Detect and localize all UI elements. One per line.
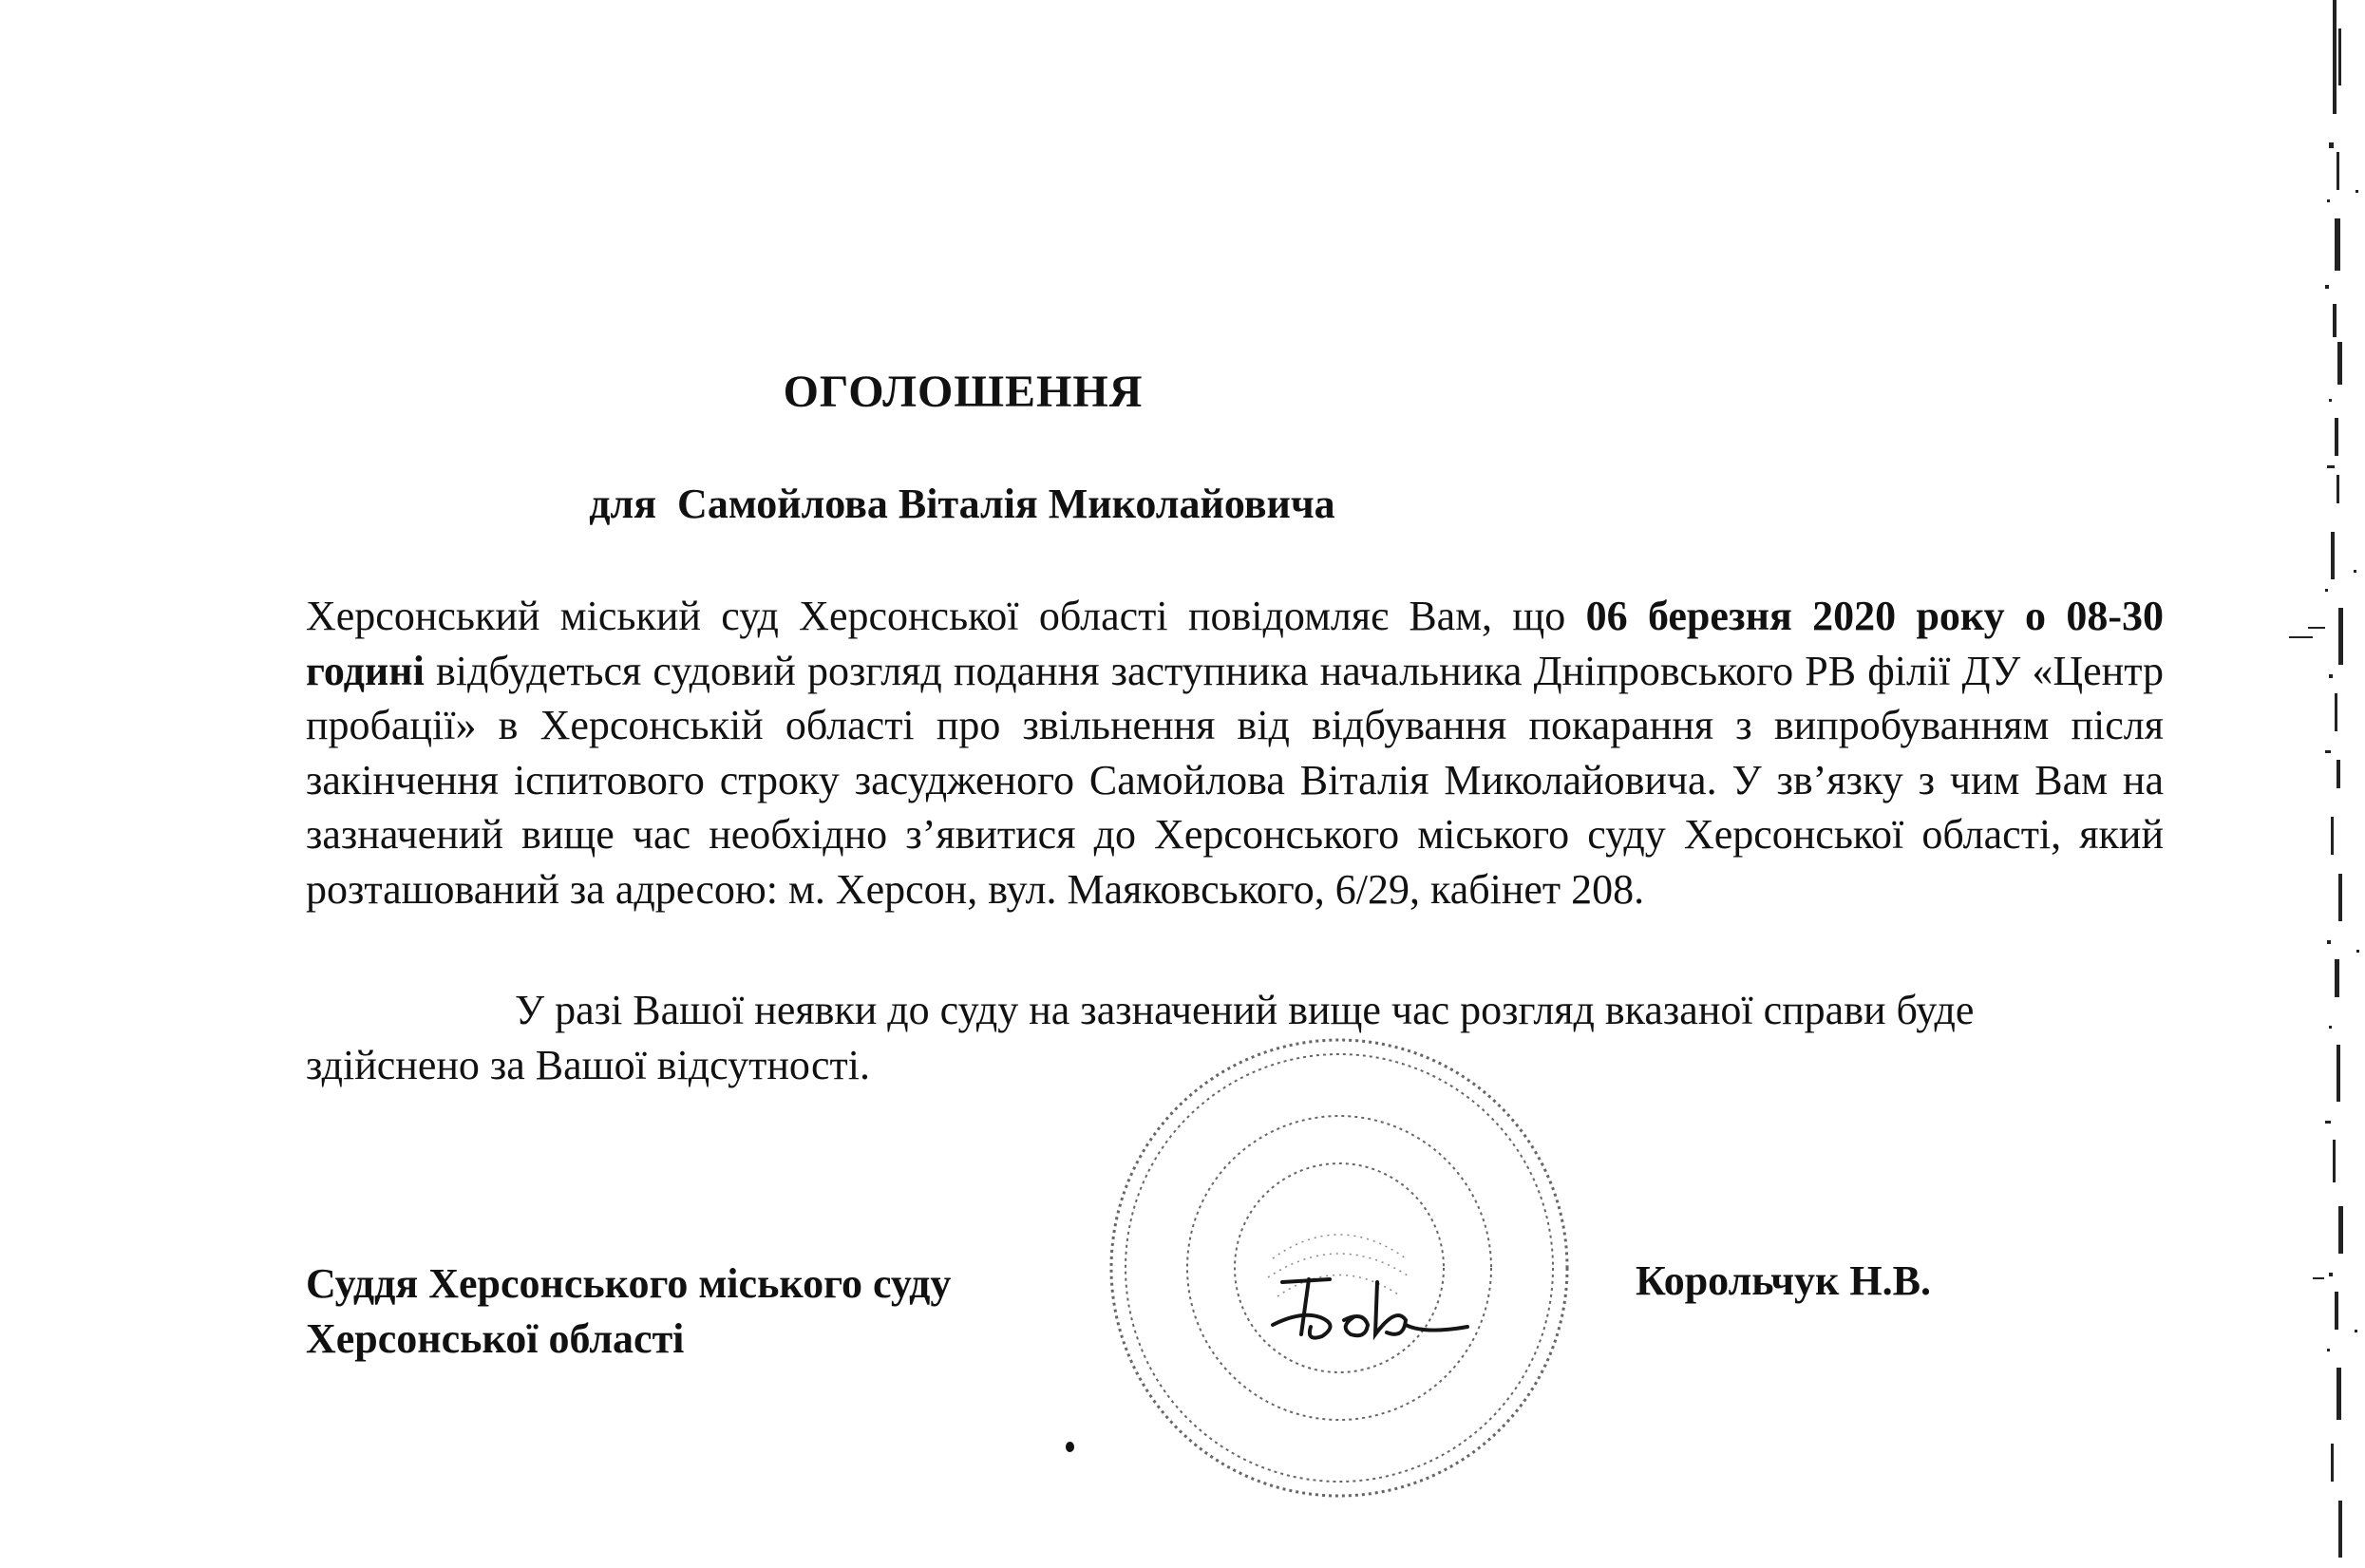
document-subtitle: для Самойлова Віталія Миколайовича bbox=[589, 481, 1335, 527]
ink-speck bbox=[1066, 1442, 1074, 1452]
notice-text-part1: Херсонський міський суд Херсонської області повідомляє Вам, що bbox=[306, 593, 1586, 639]
judge-name: Корольчук Н.В. bbox=[1636, 1257, 1931, 1304]
notice-text-part2: відбудеться судовий розгляд подання заступника начальника Дніпровського РВ філії ДУ «Центр пробації» в Херсонській області про звільнення від відбування покарання з випробуванням після закінчення іспитового строку засудженого Самойлова Віталія Миколайовича. У зв’язку з чим Вам на зазначений вище час необхідно з’явитися до Херсонського міського суду Херсонської області, який розташований за адресою: м. Херсон, вул. Маяковського, 6/29, кабінет 208. bbox=[306, 647, 2164, 913]
scan-edge-noise bbox=[2223, 0, 2365, 1568]
document-title: ОГОЛОШЕННЯ bbox=[783, 367, 1144, 417]
notice-paragraph bbox=[306, 589, 2164, 916]
absence-text: У разі Вашої неявки до суду на зазначений вище час розгляд вказаної справи буде здійснено за Вашої відсутності. bbox=[306, 987, 1975, 1088]
judge-signature bbox=[1263, 1258, 1482, 1353]
judge-position bbox=[306, 1256, 951, 1367]
judge-position-line1: Суддя Херсонського міського суду bbox=[306, 1260, 952, 1307]
judge-position-line2: Херсонської області bbox=[306, 1315, 685, 1362]
hearing-date-time: 06 березня 2020 року о 08-30 годині bbox=[306, 593, 2165, 694]
